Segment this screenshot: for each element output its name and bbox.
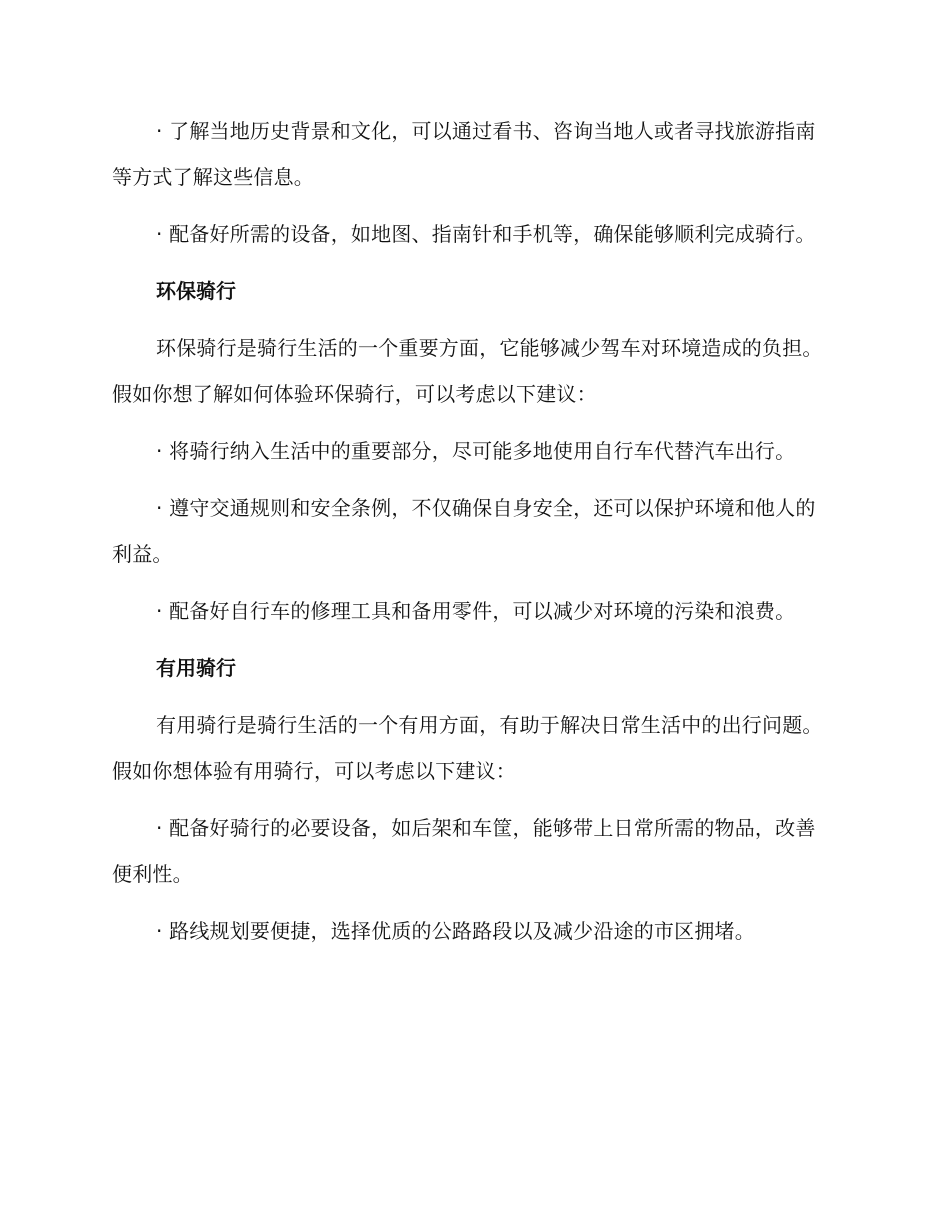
document-page bbox=[112, 108, 834, 965]
bullet-route-planning: · 路线规划要便捷，选择优质的公路路段以及减少沿途的市区拥堵。 bbox=[156, 919, 755, 943]
bullet-equipment: · 配备好所需的设备，如地图、指南针和手机等，确保能够顺利完成骑行。 bbox=[156, 222, 816, 246]
section-heading-useful-cycling: 有用骑行 bbox=[156, 656, 236, 680]
section-heading-eco-cycling: 环保骑行 bbox=[156, 279, 236, 303]
bullet-necessary-equipment: · 配备好骑行的必要设备，如后架和车筐，能够带上日常所需的物品，改善便利性。 bbox=[112, 816, 816, 886]
bullet-repair-tools: · 配备好自行车的修理工具和备用零件，可以减少对环境的污染和浪费。 bbox=[156, 599, 796, 623]
bullet-bike-instead-of-car: · 将骑行纳入生活中的重要部分，尽可能多地使用自行车代替汽车出行。 bbox=[156, 439, 796, 463]
paragraph-useful-cycling-intro: 有用骑行是骑行生活的一个有用方面，有助于解决日常生活中的出行问题。假如你想体验有用骑行，可以考虑以下建议： bbox=[112, 713, 823, 783]
paragraph-eco-cycling-intro: 环保骑行是骑行生活的一个重要方面，它能够减少驾车对环境造成的负担。假如你想了解如何体验环保骑行，可以考虑以下建议： bbox=[112, 336, 823, 406]
bullet-local-history: · 了解当地历史背景和文化，可以通过看书、咨询当地人或者寻找旅游指南等方式了解这些信息。 bbox=[112, 119, 816, 189]
bullet-traffic-rules: · 遵守交通规则和安全条例，不仅确保自身安全，还可以保护环境和他人的利益。 bbox=[112, 496, 816, 566]
